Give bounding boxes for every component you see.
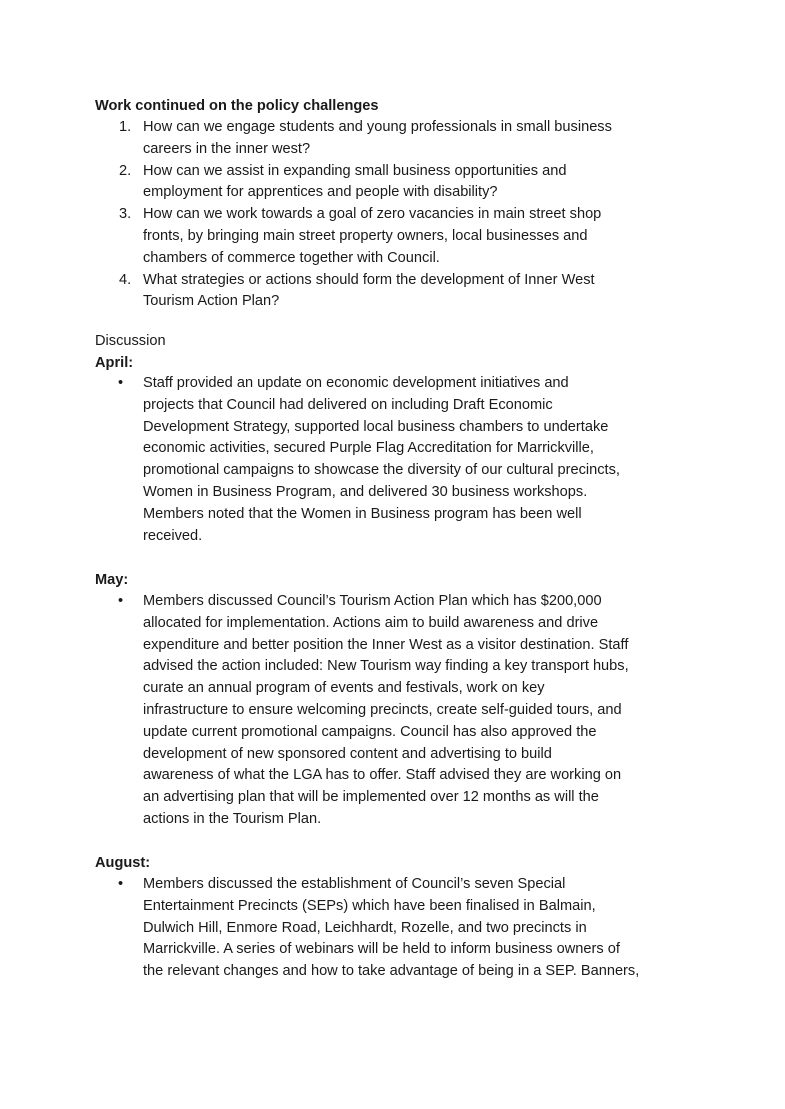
policy-challenges-heading: Work continued on the policy challenges [95,98,379,114]
april-text-line: Staff provided an update on economic development initiatives and [143,375,569,391]
april-text-line: received. [143,527,203,544]
may-text-line: actions in the Tourism Plan. [143,810,322,827]
may-text-line: an advertising plan that will be implemented over 12 months as will the [143,789,599,806]
may-text-line: Members discussed Council’s Tourism Action Plan which has $200,000 [143,593,602,609]
bullet-marker: • [118,876,124,892]
bullet-marker: • [118,593,124,609]
april-heading: April: [95,355,134,371]
policy-item-line: How can we engage students and young professionals in small business [143,119,612,135]
august-text-line: the relevant changes and how to take advantage of being in a SEP. Banners, [143,963,640,980]
august-section [95,874,715,983]
policy-item-line: Tourism Action Plan? [143,293,280,310]
may-text-line: update current promotional campaigns. Council has also approved the [143,723,597,740]
may-text-line: expenditure and better position the Inner West as a visitor destination. Staff [143,636,629,653]
may-text-line: development of new sponsored content and advertising to build [143,745,552,762]
may-heading: May: [95,572,129,588]
bullet-marker: • [118,375,124,391]
may-text-line: awareness of what the LGA has to offer. Staff advised they are working on [143,767,622,784]
may-text-line: curate an annual program of events and festivals, work on key [143,680,545,697]
april-text-line: Members noted that the Women in Business program has been well [143,505,582,522]
may-section [95,591,715,831]
policy-item-line: How can we assist in expanding small business opportunities and [143,162,567,179]
policy-item-number: 2. [119,162,132,179]
policy-item-line: employment for apprentices and people with disability? [143,184,498,201]
policy-challenges-list [95,117,715,313]
august-heading: August: [95,855,151,871]
policy-item-line: fronts, by bringing main street property owners, local businesses and [143,227,588,244]
policy-item [95,117,715,161]
august-text-line: Members discussed the establishment of Council’s seven Special [143,876,566,892]
policy-item [95,204,715,269]
august-bullet-item [95,874,715,983]
may-text-line: allocated for implementation. Actions aim to build awareness and drive [143,614,599,631]
policy-item-number: 1. [119,119,132,135]
discussion-heading: Discussion [95,333,166,349]
policy-item-line: careers in the inner west? [143,140,311,157]
policy-item [95,270,715,314]
april-section [95,373,715,547]
may-text-line: infrastructure to ensure welcoming precincts, create self-guided tours, and [143,701,622,718]
policy-item-line: chambers of commerce together with Council. [143,249,440,266]
august-text-line: Dulwich Hill, Enmore Road, Leichhardt, Rozelle, and two precincts in [143,919,587,936]
policy-item-line: How can we work towards a goal of zero vacancies in main street shop [143,206,602,223]
policy-item-number: 4. [119,271,132,288]
may-text-line: advised the action included: New Tourism way finding a key transport hubs, [143,658,629,675]
august-text-line: Marrickville. A series of webinars will be held to inform business owners of [143,941,620,958]
april-text-line: Development Strategy, supported local business chambers to undertake [143,418,609,435]
april-text-line: Women in Business Program, and delivered 30 business workshops. [143,483,588,500]
april-text-line: promotional campaigns to showcase the diversity of our cultural precincts, [143,462,620,479]
policy-item [95,161,715,205]
policy-item-line: What strategies or actions should form the development of Inner West [143,271,595,288]
policy-item-number: 3. [119,206,132,223]
april-text-line: economic activities, secured Purple Flag Accreditation for Marrickville, [143,440,594,457]
april-bullet-item [95,373,715,547]
may-bullet-item [95,591,715,831]
april-text-line: projects that Council had delivered on including Draft Economic [143,396,553,413]
august-text-line: Entertainment Precincts (SEPs) which have been finalised in Balmain, [143,897,596,914]
